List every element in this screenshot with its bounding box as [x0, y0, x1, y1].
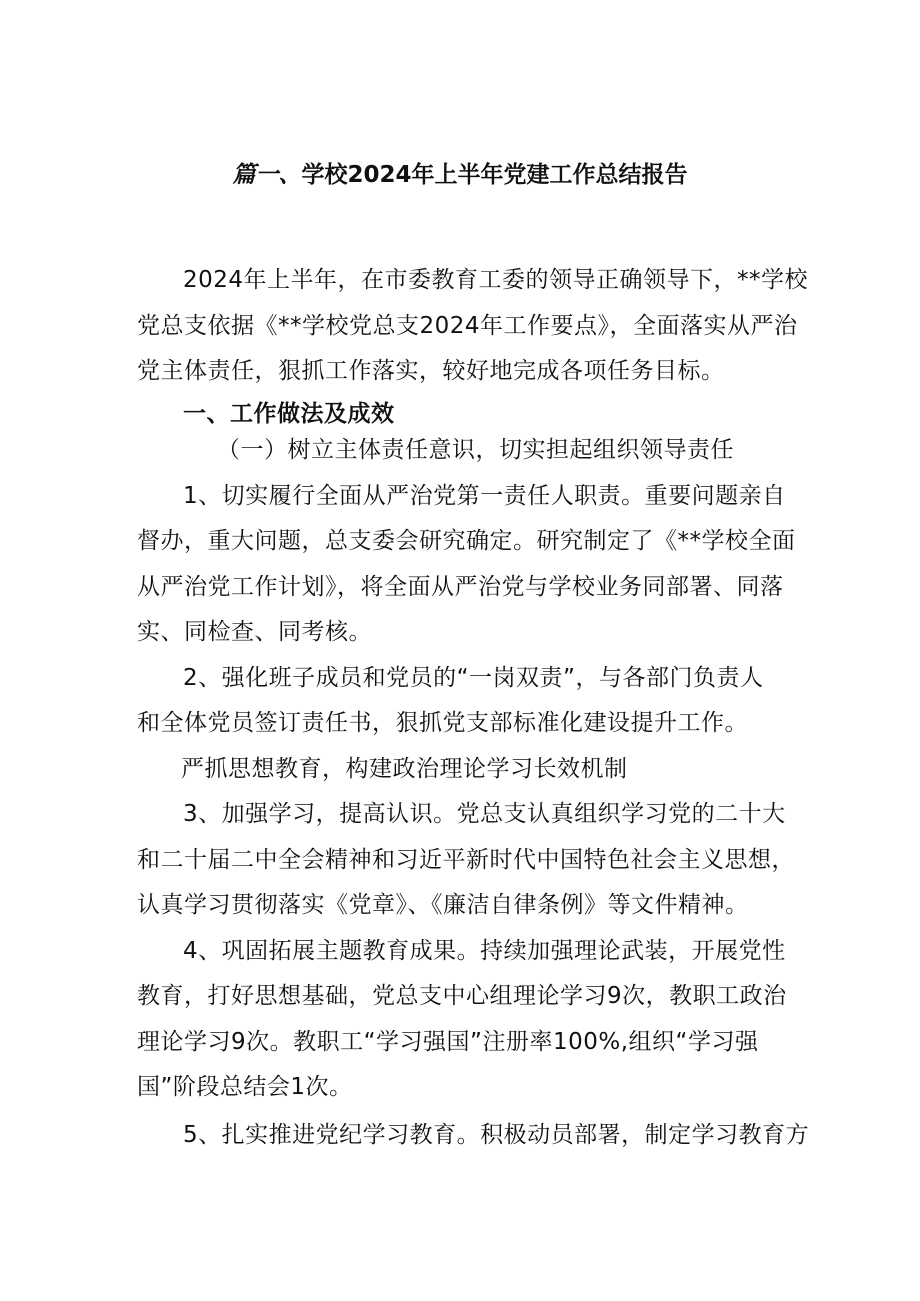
- paragraph-line: 和全体党员签订责任书，狠抓党支部标准化建设提升工作。: [137, 710, 748, 736]
- paragraph-line: 5、扎实推进党纪学习教育。积极动员部署，制定学习教育方: [183, 1122, 810, 1148]
- paragraph-line: 教育，打好思想基础，党总支中心组理论学习9次，教职工政治: [137, 983, 787, 1009]
- paragraph-line: 督办，重大问题，总支委会研究确定。研究制定了《**学校全面: [137, 528, 796, 554]
- document-body: [137, 258, 809, 395]
- document-body-final: [137, 1113, 810, 1159]
- paragraph-line: 实、同检查、同考核。: [137, 619, 372, 645]
- title-lead: 篇一、: [232, 162, 302, 188]
- paragraph-line: 和二十届二中全会精神和习近平新时代中国特色社会主义思想，: [137, 846, 795, 873]
- paragraph-line: 从严治党工作计划》，将全面从严治党与学校业务同部署、同落: [137, 573, 784, 600]
- paragraph-line: 党总支依据《**学校党总支2024年工作要点》，全面落实从严治: [137, 312, 798, 339]
- paragraph-line: 党主体责任，狠抓工作落实，较好地完成各项任务目标。: [137, 358, 725, 384]
- paragraph-line: 1、切实履行全面从严治党第一责任人职责。重要问题亲自: [183, 482, 786, 509]
- section-heading-text: 一、工作做法及成效: [183, 401, 395, 427]
- subsection-heading: （一）树立主体责任意识，切实担起组织领导责任: [217, 437, 734, 463]
- paragraph-line: 2024年上半年，在市委教育工委的领导正确领导下，**学校: [183, 267, 809, 293]
- document-title: [0, 156, 920, 189]
- title-text: 学校2024年上半年党建工作总结报告: [301, 162, 688, 188]
- paragraph-line: 国”阶段总结会1次。: [137, 1074, 353, 1100]
- paragraph-line: 理论学习9次。教职工“学习强国”注册率100%,组织“学习强: [137, 1028, 759, 1055]
- paragraph-line: 认真学习贯彻落实《党章》、《廉洁自律条例》等文件精神。: [137, 892, 749, 918]
- paragraph-line: 2、强化班子成员和党员的“一岗双责”，与各部门负责人: [183, 664, 764, 691]
- paragraph-line: 3、加强学习，提高认识。党总支认真组织学习党的二十大: [183, 801, 786, 827]
- paragraph-line: 4、巩固拓展主题教育成果。持续加强理论武装，开展党性: [183, 937, 786, 964]
- document-body-continued: [137, 428, 796, 1111]
- subsection-heading: 严抓思想教育，构建政治理论学习长效机制: [181, 755, 628, 782]
